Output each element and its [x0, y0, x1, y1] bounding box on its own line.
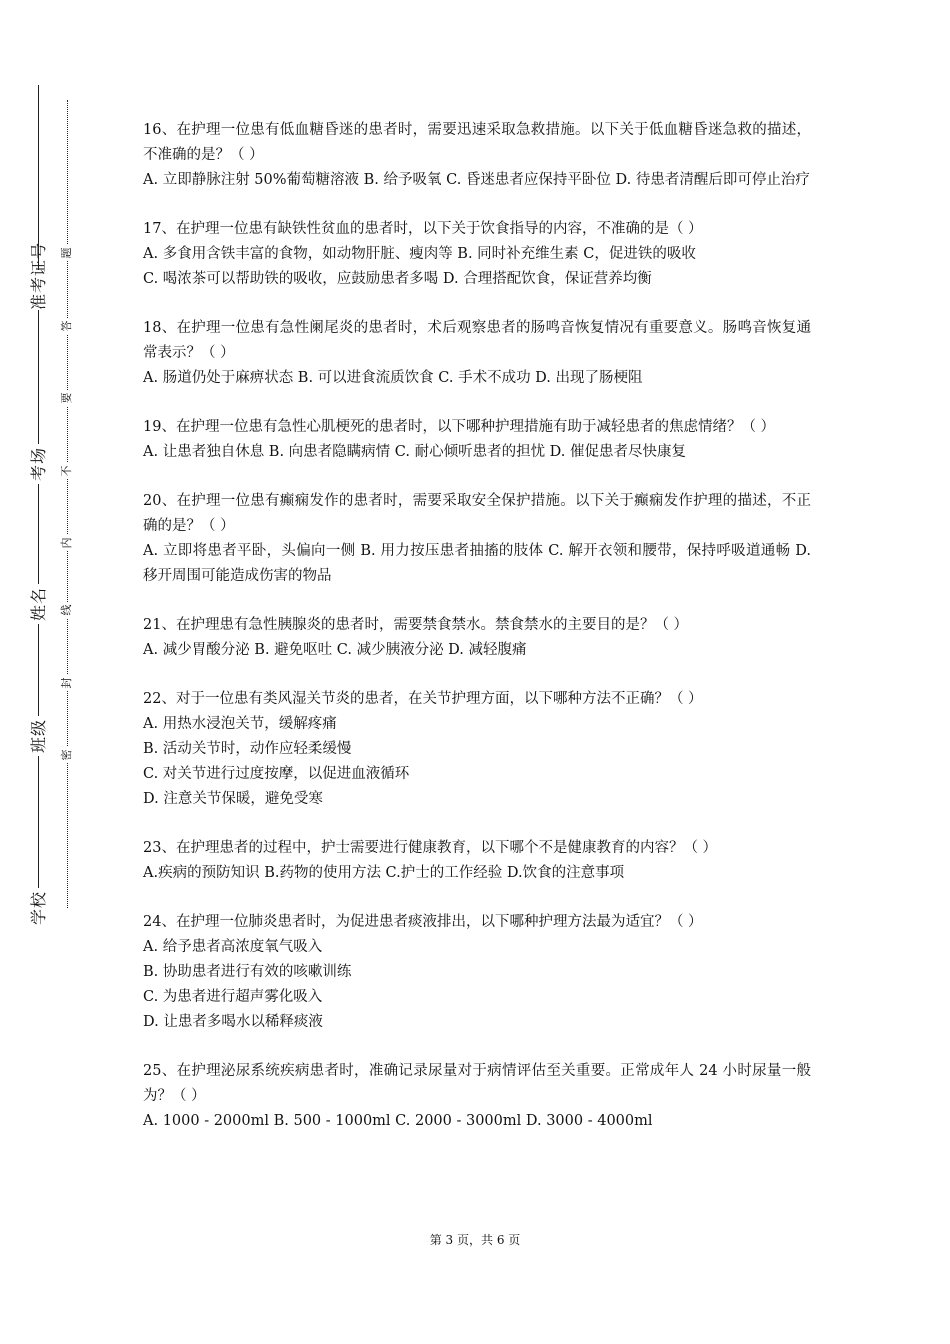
student-name-label: 姓名 — [31, 584, 47, 624]
seal-char: 内 — [61, 535, 73, 551]
question-stem: 21、在护理患有急性胰腺炎的患者时，需要禁食禁水。禁食禁水的主要目的是？（ ） — [143, 617, 689, 633]
question-option: D. 让患者多喝水以稀释痰液 — [143, 1014, 323, 1030]
exam-id-label: 准考证号 — [29, 241, 48, 310]
seal-char: 要 — [61, 390, 73, 406]
question-17 — [143, 217, 811, 292]
question-19 — [143, 415, 811, 465]
question-options: A. 立即静脉注射 50%葡萄糖溶液 B. 给予吸氧 C. 昏迷患者应保持平卧位 D. 待患者清醒后即可停止治疗 — [143, 172, 810, 188]
question-stem: 25、在护理泌尿系统疾病患者时，准确记录尿量对于病情评估至关重要。正常成年人 24 小时尿量一般为？（ ） — [143, 1063, 811, 1104]
seal-char: 不 — [61, 463, 73, 479]
question-list — [143, 118, 811, 1158]
question-25 — [143, 1059, 811, 1134]
question-option: D. 注意关节保暖，避免受寒 — [143, 791, 323, 807]
question-options: A.疾病的预防知识 B.药物的使用方法 C.护士的工作经验 D.饮食的注意事项 — [143, 865, 625, 881]
question-stem: 22、对于一位患有类风湿关节炎的患者，在关节护理方面，以下哪种方法不正确？（ ） — [143, 691, 703, 707]
question-stem: 16、在护理一位患有低血糖昏迷的患者时，需要迅速采取急救措施。以下关于低血糖昏迷急救的描述，不准确的是？（ ） — [143, 122, 811, 163]
class-label: 班级 — [31, 716, 47, 756]
question-16 — [143, 118, 811, 193]
question-option: A. 用热水浸泡关节，缓解疼痛 — [143, 716, 337, 732]
seal-char: 线 — [61, 602, 73, 618]
question-18 — [143, 316, 811, 391]
question-option: A. 给予患者高浓度氧气吸入 — [143, 939, 323, 955]
binding-margin — [0, 0, 110, 1344]
question-stem: 18、在护理一位患有急性阑尾炎的患者时，术后观察患者的肠鸣音恢复情况有重要意义。肠鸣音恢复通常表示？（ ） — [143, 320, 811, 361]
school-label: 学校 — [31, 888, 47, 928]
question-options: A. 减少胃酸分泌 B. 避免呕吐 C. 减少胰液分泌 D. 减轻腹痛 — [143, 642, 527, 658]
binding-dotted-line — [67, 100, 68, 908]
seal-char: 答 — [61, 318, 73, 334]
question-options: A. 立即将患者平卧，头偏向一侧 B. 用力按压患者抽搐的肢体 C. 解开衣领和腰带，保持呼吸道通畅 D. 移开周围可能造成伤害的物品 — [143, 543, 811, 584]
question-stem: 20、在护理一位患有癫痫发作的患者时，需要采取安全保护措施。以下关于癫痫发作护理的描述，不正确的是？（ ） — [143, 493, 811, 534]
question-21 — [143, 613, 811, 663]
question-24 — [143, 910, 811, 1035]
seal-char: 题 — [61, 245, 73, 261]
question-options: A. 1000 - 2000ml B. 500 - 1000ml C. 2000 - 3000ml D. 3000 - 4000ml — [143, 1113, 653, 1129]
question-stem: 24、在护理一位肺炎患者时，为促进患者痰液排出，以下哪种护理方法最为适宜？（ ） — [143, 914, 703, 930]
seal-char: 密 — [61, 747, 73, 763]
seal-char: 封 — [61, 675, 73, 691]
binding-solid-line — [38, 85, 39, 925]
question-option: A. 多食用含铁丰富的食物，如动物肝脏、瘦肉等 B. 同时补充维生素 C，促进铁的吸收 — [143, 246, 696, 262]
question-option: B. 活动关节时，动作应轻柔缓慢 — [143, 741, 352, 757]
question-option: C. 喝浓茶可以帮助铁的吸收，应鼓励患者多喝 D. 合理搭配饮食，保证营养均衡 — [143, 271, 652, 287]
question-option: C. 对关节进行过度按摩，以促进血液循环 — [143, 766, 410, 782]
page-number: 第 3 页，共 6 页 — [429, 1233, 521, 1247]
question-option: B. 协助患者进行有效的咳嗽训练 — [143, 964, 352, 980]
question-23 — [143, 836, 811, 886]
question-stem: 19、在护理一位患有急性心肌梗死的患者时，以下哪种护理措施有助于减轻患者的焦虑情绪？（ ） — [143, 419, 776, 435]
question-options: A. 肠道仍处于麻痹状态 B. 可以进食流质饮食 C. 手术不成功 D. 出现了肠梗阻 — [143, 370, 643, 386]
exam-room-label: 考场 — [31, 444, 47, 484]
question-20 — [143, 489, 811, 589]
question-options: A. 让患者独自休息 B. 向患者隐瞒病情 C. 耐心倾听患者的担忧 D. 催促患者尽快康复 — [143, 444, 687, 460]
question-option: C. 为患者进行超声雾化吸入 — [143, 989, 323, 1005]
question-22 — [143, 687, 811, 812]
question-stem: 17、在护理一位患有缺铁性贫血的患者时，以下关于饮食指导的内容，不准确的是（ ） — [143, 221, 703, 237]
question-stem: 23、在护理患者的过程中，护士需要进行健康教育，以下哪个不是健康教育的内容？（ ） — [143, 840, 718, 856]
